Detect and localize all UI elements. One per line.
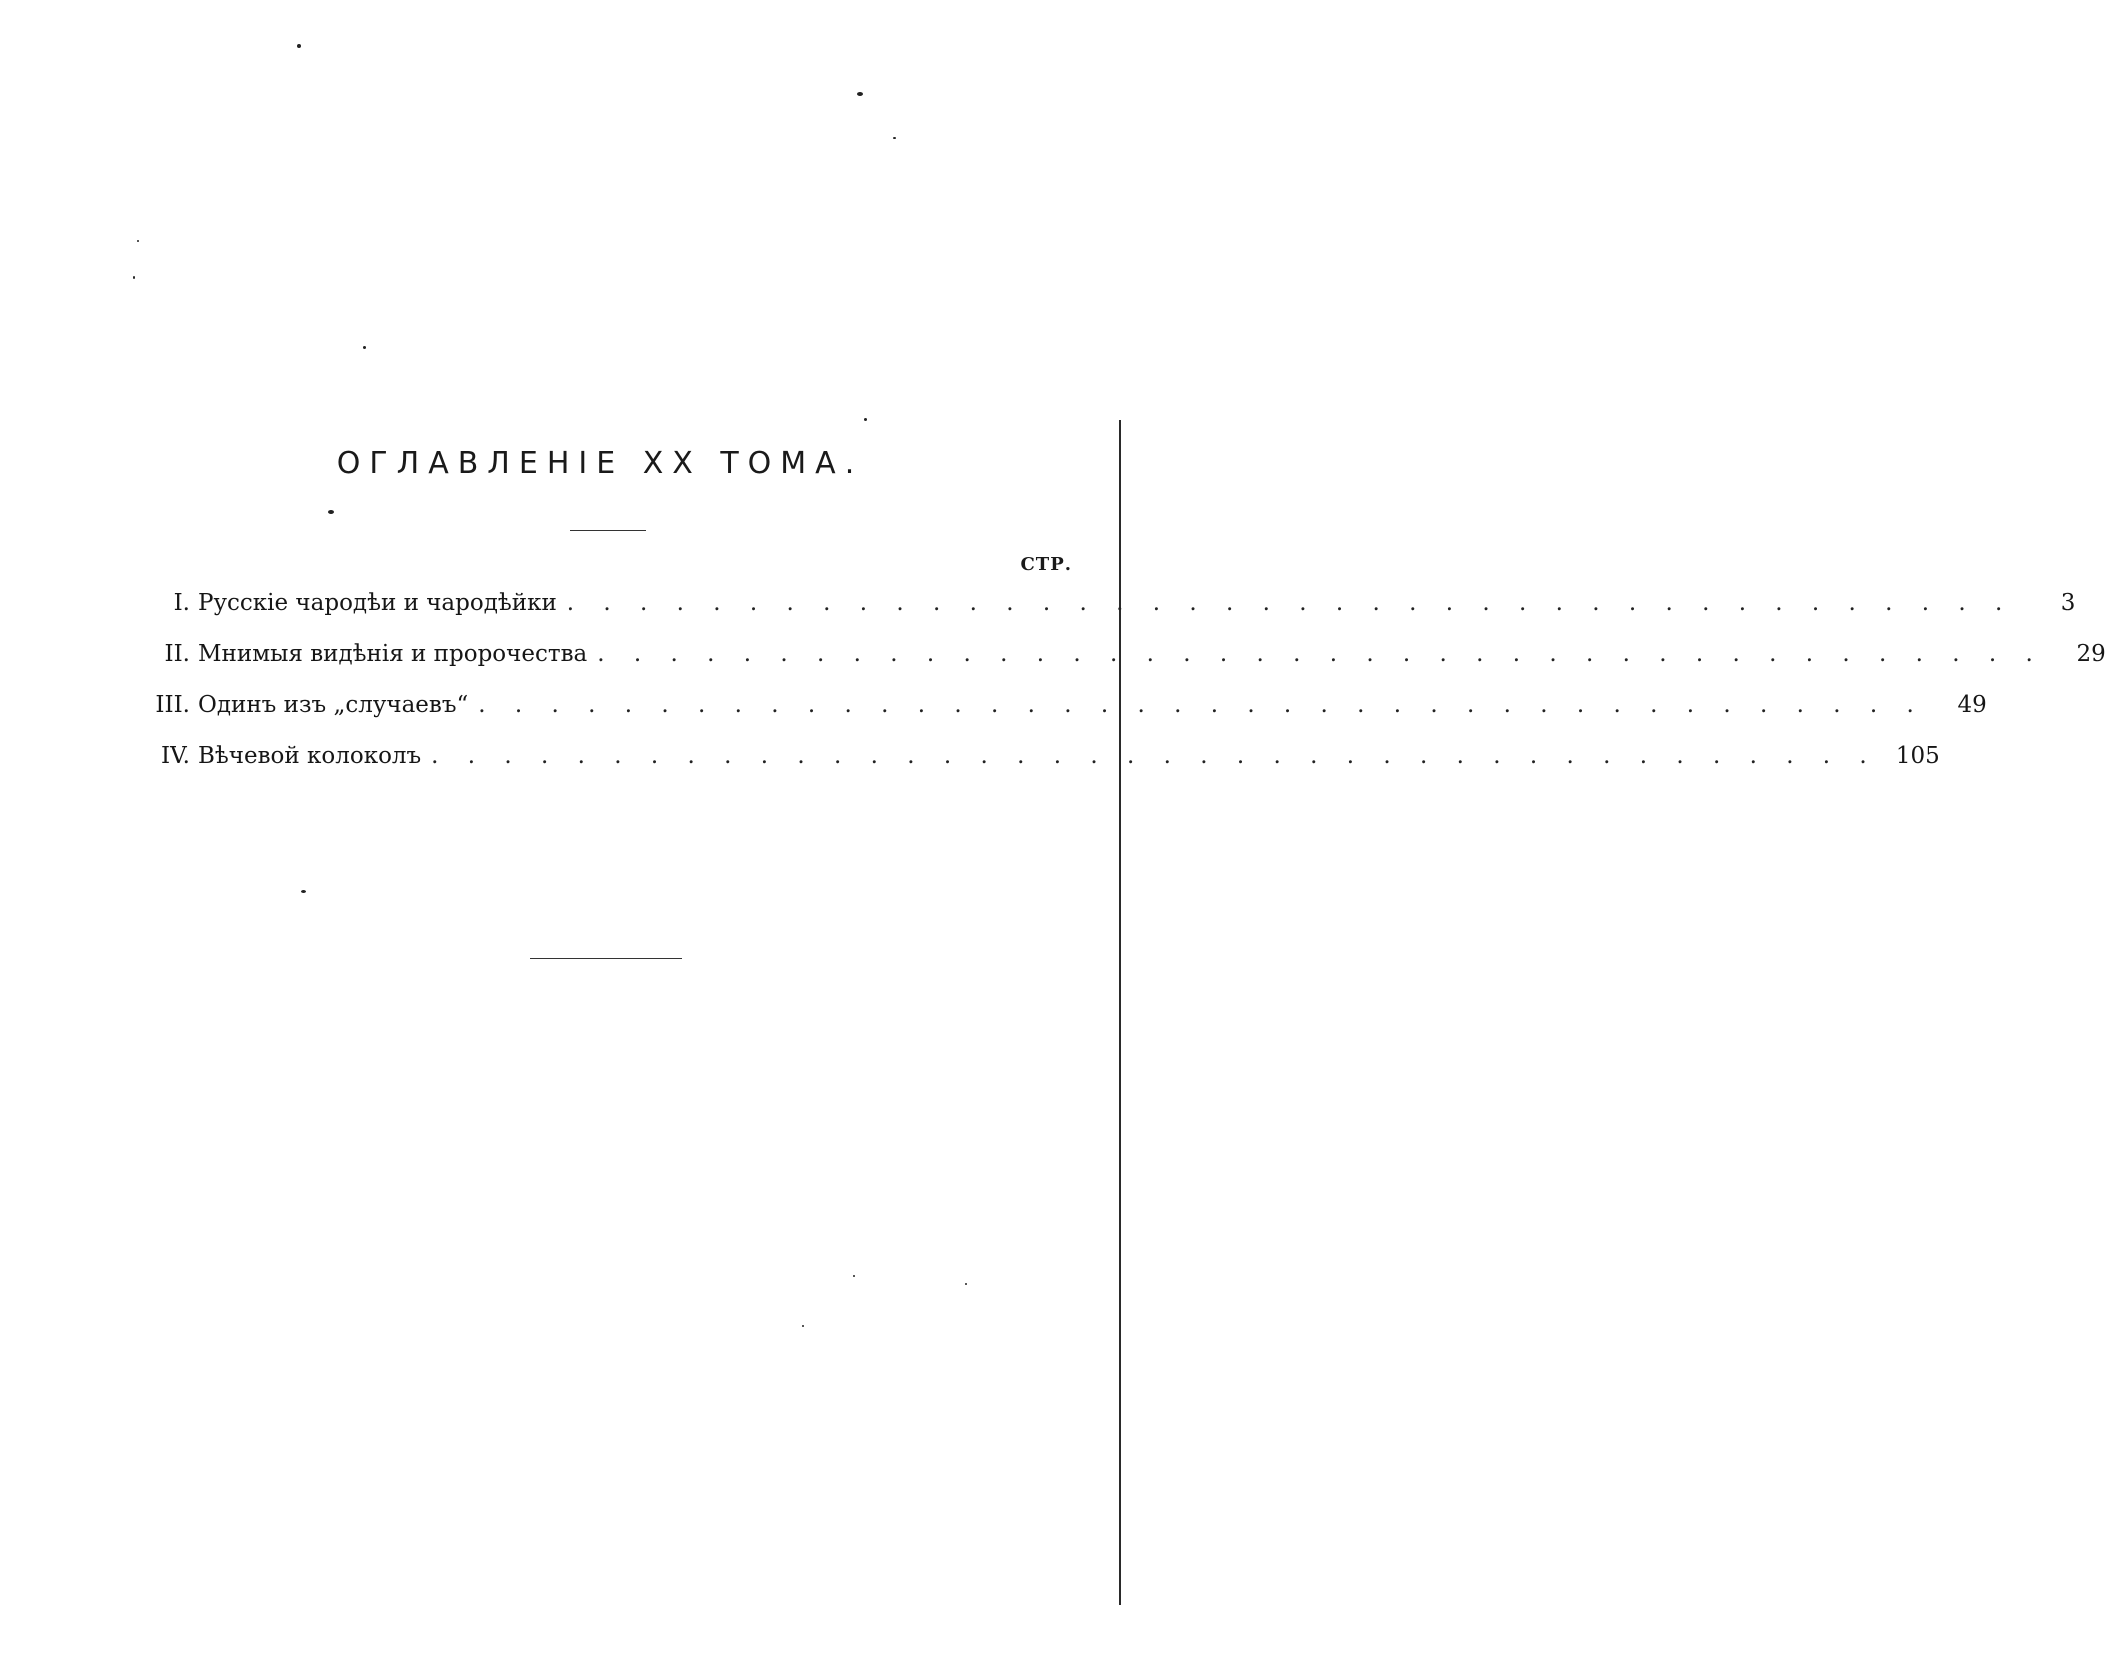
- scan-speck: [857, 92, 863, 96]
- toc-entry-number: IV.: [161, 743, 190, 769]
- scan-speck: [893, 137, 896, 139]
- scan-speck: [363, 346, 366, 349]
- scan-speck: [133, 276, 135, 279]
- page-column-label: СТР.: [1020, 554, 1072, 575]
- toc-entry[interactable]: [140, 743, 1940, 794]
- end-divider: [530, 958, 682, 959]
- toc-entry-title: Мнимыя видѣнія и пророчества: [198, 641, 588, 667]
- scan-speck: [301, 890, 306, 893]
- dot-leader: . . . . . . . . . . . . . . . . . . . . . . . . . . . . . . . . . . . . . . . .: [597, 641, 2044, 667]
- page-title: ОГЛАВЛЕНІЕ XX ТОМА.: [336, 446, 864, 482]
- scan-speck: [137, 240, 139, 242]
- dot-leader: . . . . . . . . . . . . . . . . . . . . . . . . . . . . . . . . . . . . . . . .: [478, 692, 1925, 718]
- toc-entry-number: I.: [173, 590, 190, 616]
- toc-entry-page: 29: [2076, 641, 2106, 667]
- toc-entry-page: 3: [2060, 590, 2076, 616]
- toc-entry[interactable]: [140, 692, 1987, 743]
- toc-entry-title: Русскіе чародѣи и чародѣйки: [198, 590, 557, 616]
- scan-speck: [965, 1283, 967, 1285]
- toc-entry-number: III.: [155, 692, 190, 718]
- toc-entry-title: Вѣчевой колоколъ: [198, 743, 422, 769]
- title-divider: [570, 530, 646, 531]
- dot-leader: . . . . . . . . . . . . . . . . . . . . . . . . . . . . . . . . . . . . . . . .: [566, 590, 2014, 616]
- scan-speck: [853, 1275, 855, 1277]
- scan-speck: [328, 510, 334, 514]
- toc-entry-page: 49: [1957, 692, 1987, 718]
- toc-entry[interactable]: [140, 590, 2076, 641]
- table-of-contents: [140, 590, 2106, 794]
- toc-entry[interactable]: [140, 641, 2106, 692]
- dot-leader: . . . . . . . . . . . . . . . . . . . . . . . . . . . . . . . . . . . . . . . .: [431, 743, 1878, 769]
- toc-entry-title: Одинъ изъ „случаевъ“: [198, 692, 469, 718]
- toc-entry-number: II.: [164, 641, 190, 667]
- scan-speck: [802, 1325, 804, 1327]
- scan-speck: [297, 44, 301, 48]
- scan-speck: [864, 418, 867, 421]
- toc-entry-page: 105: [1895, 743, 1940, 769]
